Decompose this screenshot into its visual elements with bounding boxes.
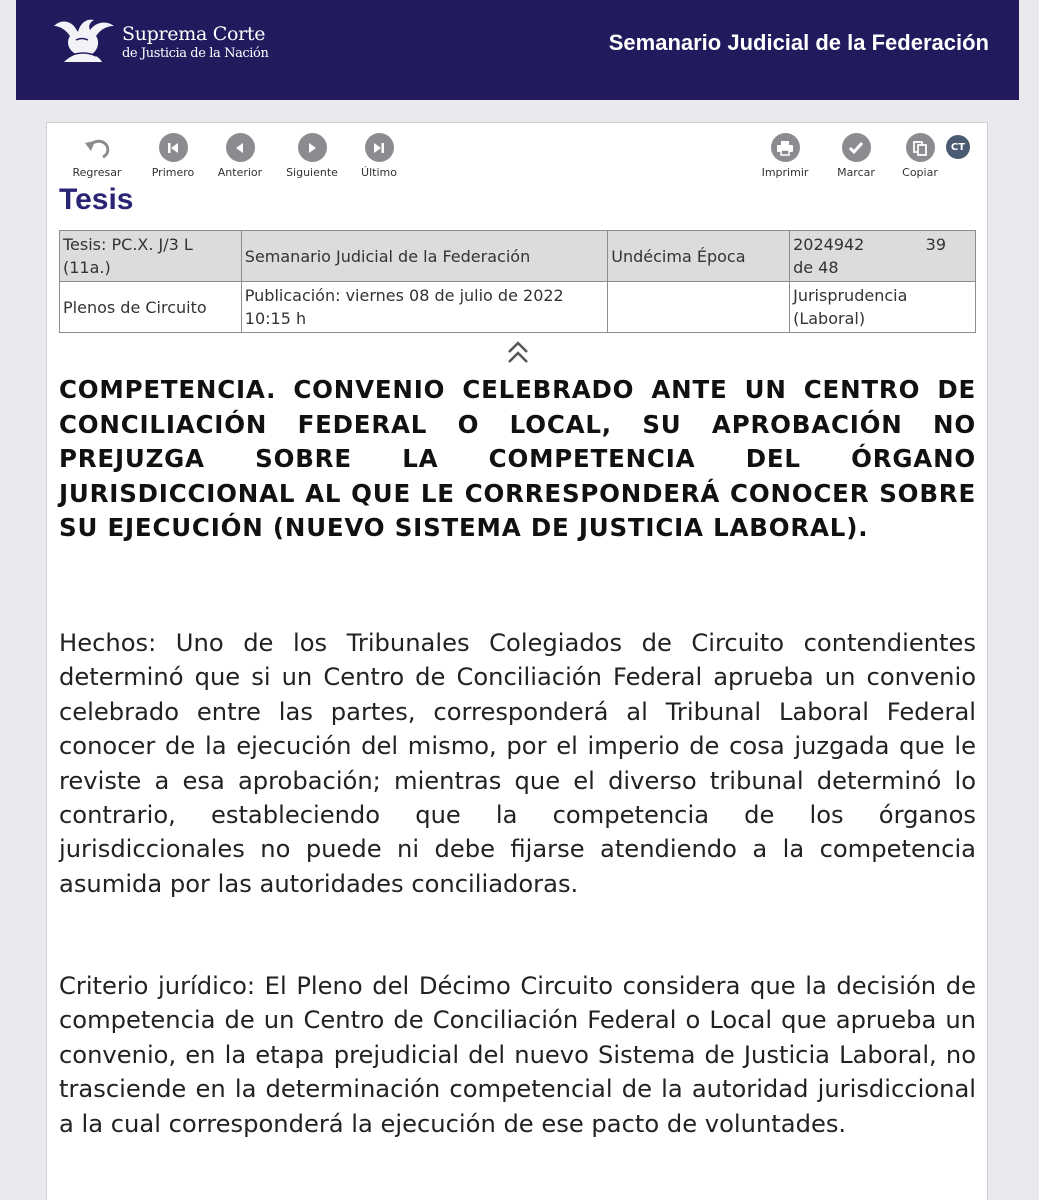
undo-arrow-icon [83, 133, 112, 162]
primero-label: Primero [151, 166, 195, 179]
table-row [60, 231, 976, 282]
tesis-heading: COMPETENCIA. CONVENIO CELEBRADO ANTE UN CENTRO DE CONCILIACIÓN FEDERAL O LOCAL, SU APROBACIÓN NO PREJUZGA SOBRE LA COMPETENCIA DEL ÓRGANO JURISDICCIONAL AL QUE LE CORRESPONDERÁ CONOCER SOBRE SU EJECUCIÓN (NUEVO SISTEMA DE JUSTICIA LABORAL). [59, 375, 976, 542]
eagle-emblem-icon [50, 12, 116, 64]
epoca-cell: Undécima Época [608, 231, 790, 282]
logo-line2: de Justicia de la Nación [122, 46, 269, 61]
anterior-button[interactable] [200, 133, 280, 179]
arrow-right-icon [298, 133, 327, 162]
tesis-metadata-table [59, 230, 976, 333]
siguiente-label: Siguiente [286, 166, 338, 179]
imprimir-button[interactable] [745, 133, 825, 179]
empty-cell [608, 282, 790, 333]
hechos-paragraph: Hechos: Uno de los Tribunales Colegiados de Circuito contendientes determinó que si un Centro de Conciliación Federal aprueba un convenio celebrado entre las partes, corresponderá al Tribunal Laboral Federal conocer de la ejecución del mismo, por el imperio de cosa juzgada que le reviste a esa aprobación; mientras que el diverso tribunal determinó lo contrario, estableciendo que la competencia de los órganos jurisdiccionales no puede ni debe fijarse atendiendo a la competencia asumida por las autoridades conciliadoras. [59, 629, 976, 898]
registro-cell [790, 231, 976, 282]
double-chevron-up-icon[interactable] [506, 339, 530, 369]
ct-button[interactable]: CT [946, 135, 970, 159]
result-total: de 48 [793, 258, 839, 277]
regresar-button[interactable] [57, 133, 137, 179]
skip-last-icon [365, 133, 394, 162]
arrow-left-icon [226, 133, 255, 162]
content-panel [46, 122, 988, 1200]
checkmark-icon [842, 133, 871, 162]
ultimo-label: Último [361, 166, 397, 179]
criterio-paragraph: Criterio jurídico: El Pleno del Décimo Circuito considera que la decisión de competencia de un Centro de Conciliación Federal o Local que aprueba un convenio, en la etapa prejudicial del nuevo Sistema de Justicia Laboral, no trasciende en la determinación competencial de la autoridad jurisdiccional a la cual corresponderá la ejecución de ese pacto de voluntades. [59, 972, 976, 1138]
copiar-label: Copiar [902, 166, 938, 179]
site-header [16, 0, 1019, 100]
skip-first-icon [159, 133, 188, 162]
copy-icon [906, 133, 935, 162]
registro-number: 2024942 [793, 235, 865, 254]
logo-line1: Suprema Corte [122, 23, 266, 45]
instancia-cell: Plenos de Circuito [60, 282, 242, 333]
tipo-cell: Jurisprudencia (Laboral) [790, 282, 976, 333]
scjn-logo[interactable] [50, 10, 270, 70]
fecha-cell: Publicación: viernes 08 de julio de 2022 10:15 h [241, 282, 608, 333]
tesis-id-cell: Tesis: PC.X. J/3 L (11a.) [60, 231, 242, 282]
result-position: 39 [925, 235, 946, 254]
marcar-label: Marcar [837, 166, 875, 179]
table-row [60, 282, 976, 333]
site-title: Semanario Judicial de la Federación [608, 30, 989, 55]
ultimo-button[interactable] [339, 133, 419, 179]
regresar-label: Regresar [72, 166, 122, 179]
anterior-label: Anterior [217, 166, 263, 179]
imprimir-label: Imprimir [761, 166, 809, 179]
printer-icon [771, 133, 800, 162]
publication-cell: Semanario Judicial de la Federación [241, 231, 608, 282]
page-title: Tesis [59, 183, 134, 216]
